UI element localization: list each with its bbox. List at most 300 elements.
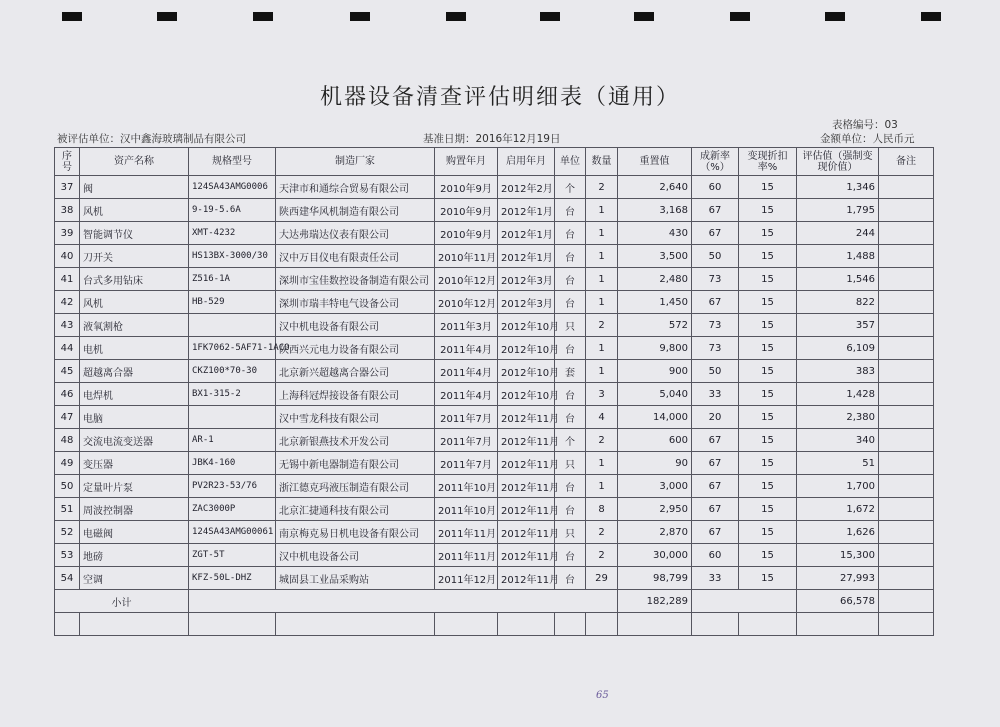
cell-model: JBK4-160 (189, 452, 276, 475)
table-row (55, 337, 934, 360)
cell-discount: 15 (739, 337, 797, 360)
cell-value: 1,795 (797, 199, 879, 222)
cell-unit: 台 (555, 406, 586, 429)
cell-replace: 3,000 (618, 475, 692, 498)
cell-maker: 城固县工业品采购站 (276, 567, 435, 590)
cell-qty: 2 (586, 544, 618, 567)
cell-empty (692, 613, 739, 636)
cell-empty (586, 613, 618, 636)
cell-empty (879, 590, 934, 613)
cell-name: 空调 (80, 567, 189, 590)
registration-mark (253, 12, 273, 21)
cell-no: 37 (55, 176, 80, 199)
cell-maker: 汉中机电设备有限公司 (276, 314, 435, 337)
cell-qty: 1 (586, 245, 618, 268)
cell-model: PV2R23-53/76 (189, 475, 276, 498)
cell-start: 2012年11月 (498, 498, 555, 521)
table-row (55, 268, 934, 291)
cell-replace: 572 (618, 314, 692, 337)
cell-qty: 2 (586, 521, 618, 544)
cell-model (189, 406, 276, 429)
cell-purchase: 2010年9月 (435, 176, 498, 199)
cell-discount: 15 (739, 383, 797, 406)
form-number: 表格编号：03 (832, 119, 898, 131)
table-row (55, 199, 934, 222)
cell-note (879, 176, 934, 199)
cell-maker: 北京新兴超越离合器公司 (276, 360, 435, 383)
cell-note (879, 498, 934, 521)
cell-note (879, 268, 934, 291)
table-row (55, 544, 934, 567)
cell-name: 变压器 (80, 452, 189, 475)
cell-model (189, 314, 276, 337)
cell-note (879, 475, 934, 498)
cell-model: ZGT-5T (189, 544, 276, 567)
cell-qty: 2 (586, 176, 618, 199)
cell-no: 42 (55, 291, 80, 314)
cell-start: 2012年1月 (498, 199, 555, 222)
cell-empty (797, 613, 879, 636)
cell-unit: 个 (555, 429, 586, 452)
cell-no: 40 (55, 245, 80, 268)
column-header: 备注 (879, 148, 934, 176)
cell-maker: 陕西兴元电力设备有限公司 (276, 337, 435, 360)
cell-no: 49 (55, 452, 80, 475)
registration-marks (0, 12, 1000, 24)
cell-qty: 1 (586, 475, 618, 498)
cell-maker: 汉中机电设备公司 (276, 544, 435, 567)
cell-note (879, 452, 934, 475)
cell-unit: 台 (555, 544, 586, 567)
cell-value: 51 (797, 452, 879, 475)
table-row (55, 222, 934, 245)
registration-mark (921, 12, 941, 21)
cell-qty: 4 (586, 406, 618, 429)
cell-value: 1,700 (797, 475, 879, 498)
cell-rate: 67 (692, 521, 739, 544)
column-header: 制造厂家 (276, 148, 435, 176)
cell-maker: 大达弗瑞达仪表有限公司 (276, 222, 435, 245)
evaluated-unit: 被评估单位：汉中鑫海玻璃制品有限公司 (57, 133, 246, 145)
cell-purchase: 2011年10月 (435, 498, 498, 521)
cell-rate: 20 (692, 406, 739, 429)
cell-name: 电磁阀 (80, 521, 189, 544)
column-header: 资产名称 (80, 148, 189, 176)
cell-value: 244 (797, 222, 879, 245)
cell-qty: 1 (586, 291, 618, 314)
cell-purchase: 2011年7月 (435, 452, 498, 475)
cell-start: 2012年10月 (498, 360, 555, 383)
cell-purchase: 2011年11月 (435, 544, 498, 567)
column-header: 成新率（%） (692, 148, 739, 176)
cell-note (879, 360, 934, 383)
column-header: 启用年月 (498, 148, 555, 176)
cell-start: 2012年11月 (498, 521, 555, 544)
cell-replace: 2,870 (618, 521, 692, 544)
cell-discount: 15 (739, 176, 797, 199)
cell-start: 2012年10月 (498, 383, 555, 406)
cell-start: 2012年11月 (498, 406, 555, 429)
registration-mark (540, 12, 560, 21)
cell-empty (80, 613, 189, 636)
cell-discount: 15 (739, 199, 797, 222)
cell-name: 阀 (80, 176, 189, 199)
cell-note (879, 429, 934, 452)
column-header: 单位 (555, 148, 586, 176)
cell-rate: 60 (692, 544, 739, 567)
cell-rate: 73 (692, 314, 739, 337)
asset-table (54, 147, 934, 636)
cell-name: 台式多用钻床 (80, 268, 189, 291)
cell-value: 6,109 (797, 337, 879, 360)
table-row (55, 452, 934, 475)
cell-start: 2012年11月 (498, 475, 555, 498)
cell-no: 39 (55, 222, 80, 245)
cell-note (879, 222, 934, 245)
cell-purchase: 2011年7月 (435, 429, 498, 452)
cell-unit: 套 (555, 360, 586, 383)
cell-model: 124SA43AMG00061 (189, 521, 276, 544)
cell-model: ZAC3000P (189, 498, 276, 521)
table-header (55, 148, 934, 176)
cell-maker: 汉中雪龙科技有限公司 (276, 406, 435, 429)
cell-discount: 15 (739, 429, 797, 452)
table-row (55, 429, 934, 452)
cell-value: 1,546 (797, 268, 879, 291)
cell-no: 46 (55, 383, 80, 406)
cell-unit: 台 (555, 291, 586, 314)
registration-mark (446, 12, 466, 21)
cell-discount: 15 (739, 452, 797, 475)
cell-no: 54 (55, 567, 80, 590)
cell-empty (555, 613, 586, 636)
cell-start: 2012年3月 (498, 291, 555, 314)
cell-unit: 台 (555, 199, 586, 222)
cell-value: 1,626 (797, 521, 879, 544)
column-header: 购置年月 (435, 148, 498, 176)
cell-purchase: 2011年10月 (435, 475, 498, 498)
cell-purchase: 2011年7月 (435, 406, 498, 429)
cell-name: 电焊机 (80, 383, 189, 406)
cell-start: 2012年1月 (498, 245, 555, 268)
table-row (55, 498, 934, 521)
cell-value: 1,346 (797, 176, 879, 199)
cell-purchase: 2011年3月 (435, 314, 498, 337)
cell-no: 53 (55, 544, 80, 567)
cell-value: 27,993 (797, 567, 879, 590)
cell-value: 383 (797, 360, 879, 383)
cell-discount: 15 (739, 475, 797, 498)
page-title: 机器设备清查评估明细表（通用） (319, 85, 680, 110)
cell-empty (692, 590, 797, 613)
cell-replace: 30,000 (618, 544, 692, 567)
cell-purchase: 2011年4月 (435, 337, 498, 360)
subtotal-label: 小计 (55, 590, 189, 613)
cell-rate: 73 (692, 337, 739, 360)
cell-maker: 天津市和通综合贸易有限公司 (276, 176, 435, 199)
empty-row (55, 613, 934, 636)
cell-unit: 只 (555, 452, 586, 475)
cell-qty: 1 (586, 360, 618, 383)
cell-replace: 2,950 (618, 498, 692, 521)
cell-maker: 南京梅克易日机电设备有限公司 (276, 521, 435, 544)
cell-no: 45 (55, 360, 80, 383)
cell-rate: 50 (692, 360, 739, 383)
cell-unit: 台 (555, 498, 586, 521)
registration-mark (62, 12, 82, 21)
cell-unit: 台 (555, 567, 586, 590)
cell-value: 2,380 (797, 406, 879, 429)
cell-unit: 台 (555, 383, 586, 406)
cell-rate: 73 (692, 268, 739, 291)
cell-start: 2012年3月 (498, 268, 555, 291)
cell-replace: 14,000 (618, 406, 692, 429)
cell-model: KFZ-50L-DHZ (189, 567, 276, 590)
cell-start: 2012年11月 (498, 567, 555, 590)
cell-discount: 15 (739, 521, 797, 544)
cell-replace: 9,800 (618, 337, 692, 360)
cell-unit: 个 (555, 176, 586, 199)
cell-rate: 50 (692, 245, 739, 268)
cell-note (879, 567, 934, 590)
cell-model: 9-19-5.6A (189, 199, 276, 222)
cell-replace: 98,799 (618, 567, 692, 590)
cell-no: 38 (55, 199, 80, 222)
cell-value: 15,300 (797, 544, 879, 567)
column-header: 规格型号 (189, 148, 276, 176)
cell-model: HS13BX-3000/30 (189, 245, 276, 268)
table-row (55, 406, 934, 429)
cell-start: 2012年10月 (498, 314, 555, 337)
cell-model: Z516-1A (189, 268, 276, 291)
cell-no: 48 (55, 429, 80, 452)
cell-discount: 15 (739, 222, 797, 245)
table-row (55, 521, 934, 544)
cell-purchase: 2011年4月 (435, 360, 498, 383)
cell-discount: 15 (739, 498, 797, 521)
cell-empty (498, 613, 555, 636)
cell-model: AR-1 (189, 429, 276, 452)
cell-no: 50 (55, 475, 80, 498)
registration-mark (825, 12, 845, 21)
cell-empty (435, 613, 498, 636)
cell-empty (189, 613, 276, 636)
cell-name: 定量叶片泵 (80, 475, 189, 498)
page-number: 65 (596, 690, 609, 701)
registration-mark (157, 12, 177, 21)
cell-discount: 15 (739, 567, 797, 590)
table-row (55, 176, 934, 199)
cell-value: 1,672 (797, 498, 879, 521)
cell-no: 43 (55, 314, 80, 337)
cell-no: 51 (55, 498, 80, 521)
cell-unit: 台 (555, 475, 586, 498)
cell-unit: 只 (555, 521, 586, 544)
cell-unit: 台 (555, 337, 586, 360)
cell-purchase: 2011年4月 (435, 383, 498, 406)
table-row (55, 245, 934, 268)
column-header: 数量 (586, 148, 618, 176)
cell-start: 2012年1月 (498, 222, 555, 245)
cell-value: 340 (797, 429, 879, 452)
cell-qty: 1 (586, 222, 618, 245)
cell-purchase: 2010年12月 (435, 291, 498, 314)
currency-unit: 金额单位：人民币元 (820, 133, 915, 145)
cell-name: 地磅 (80, 544, 189, 567)
cell-replace: 3,500 (618, 245, 692, 268)
column-header: 重置值 (618, 148, 692, 176)
registration-mark (634, 12, 654, 21)
cell-no: 41 (55, 268, 80, 291)
cell-purchase: 2011年11月 (435, 521, 498, 544)
registration-mark (730, 12, 750, 21)
cell-note (879, 383, 934, 406)
cell-value: 1,428 (797, 383, 879, 406)
cell-start: 2012年10月 (498, 337, 555, 360)
cell-empty (276, 613, 435, 636)
cell-note (879, 199, 934, 222)
cell-maker: 上海科冠焊接设备有限公司 (276, 383, 435, 406)
cell-replace: 900 (618, 360, 692, 383)
cell-start: 2012年11月 (498, 544, 555, 567)
cell-replace: 3,168 (618, 199, 692, 222)
cell-model: HB-529 (189, 291, 276, 314)
cell-qty: 1 (586, 337, 618, 360)
cell-no: 47 (55, 406, 80, 429)
cell-qty: 2 (586, 314, 618, 337)
cell-discount: 15 (739, 268, 797, 291)
cell-note (879, 521, 934, 544)
cell-discount: 15 (739, 314, 797, 337)
table-row (55, 383, 934, 406)
subtotal-value: 66,578 (797, 590, 879, 613)
cell-rate: 67 (692, 291, 739, 314)
cell-purchase: 2011年12月 (435, 567, 498, 590)
cell-start: 2012年2月 (498, 176, 555, 199)
cell-model: XMT-4232 (189, 222, 276, 245)
cell-rate: 67 (692, 498, 739, 521)
cell-qty: 8 (586, 498, 618, 521)
cell-qty: 29 (586, 567, 618, 590)
cell-rate: 67 (692, 429, 739, 452)
cell-maker: 陕西建华风机制造有限公司 (276, 199, 435, 222)
table-row (55, 567, 934, 590)
subtotal-row (55, 590, 934, 613)
cell-empty (189, 590, 618, 613)
cell-maker: 浙江德克玛液压制造有限公司 (276, 475, 435, 498)
cell-discount: 15 (739, 544, 797, 567)
column-header: 序号 (55, 148, 80, 176)
registration-mark (350, 12, 370, 21)
cell-replace: 90 (618, 452, 692, 475)
cell-maker: 北京新银燕技术开发公司 (276, 429, 435, 452)
cell-replace: 600 (618, 429, 692, 452)
cell-rate: 60 (692, 176, 739, 199)
cell-note (879, 291, 934, 314)
table-row (55, 475, 934, 498)
base-date: 基准日期：2016年12月19日 (423, 133, 561, 145)
cell-value: 1,488 (797, 245, 879, 268)
cell-note (879, 314, 934, 337)
cell-maker: 北京汇捷通科技有限公司 (276, 498, 435, 521)
cell-maker: 无锡中新电器制造有限公司 (276, 452, 435, 475)
cell-discount: 15 (739, 245, 797, 268)
cell-purchase: 2010年11月 (435, 245, 498, 268)
table-row (55, 291, 934, 314)
column-header: 评估值（强制变现价值） (797, 148, 879, 176)
cell-rate: 67 (692, 452, 739, 475)
cell-replace: 2,640 (618, 176, 692, 199)
cell-discount: 15 (739, 291, 797, 314)
cell-replace: 5,040 (618, 383, 692, 406)
cell-note (879, 245, 934, 268)
cell-name: 周波控制器 (80, 498, 189, 521)
cell-purchase: 2010年12月 (435, 268, 498, 291)
cell-empty (55, 613, 80, 636)
cell-start: 2012年11月 (498, 429, 555, 452)
cell-qty: 3 (586, 383, 618, 406)
cell-qty: 1 (586, 268, 618, 291)
cell-name: 超越离合器 (80, 360, 189, 383)
cell-unit: 台 (555, 268, 586, 291)
cell-name: 液氧割枪 (80, 314, 189, 337)
cell-start: 2012年11月 (498, 452, 555, 475)
cell-empty (739, 613, 797, 636)
cell-note (879, 544, 934, 567)
cell-empty (879, 613, 934, 636)
cell-rate: 33 (692, 383, 739, 406)
cell-replace: 2,480 (618, 268, 692, 291)
cell-model: BX1-315-2 (189, 383, 276, 406)
cell-rate: 67 (692, 199, 739, 222)
cell-model: 1FK7062-5AF71-1ACO (189, 337, 276, 360)
cell-name: 风机 (80, 291, 189, 314)
cell-maker: 深圳市宝佳数控设备制造有限公司 (276, 268, 435, 291)
cell-model: 124SA43AMG0006 (189, 176, 276, 199)
cell-value: 822 (797, 291, 879, 314)
cell-note (879, 337, 934, 360)
cell-name: 智能调节仪 (80, 222, 189, 245)
cell-value: 357 (797, 314, 879, 337)
cell-note (879, 406, 934, 429)
cell-model: CKZ100*70-30 (189, 360, 276, 383)
column-header: 变现折扣率% (739, 148, 797, 176)
cell-discount: 15 (739, 360, 797, 383)
cell-name: 刀开关 (80, 245, 189, 268)
cell-no: 44 (55, 337, 80, 360)
subtotal-replace: 182,289 (618, 590, 692, 613)
cell-maker: 深圳市瑞丰特电气设备公司 (276, 291, 435, 314)
cell-replace: 430 (618, 222, 692, 245)
cell-purchase: 2010年9月 (435, 222, 498, 245)
cell-unit: 台 (555, 222, 586, 245)
cell-replace: 1,450 (618, 291, 692, 314)
cell-rate: 33 (692, 567, 739, 590)
cell-qty: 2 (586, 429, 618, 452)
cell-unit: 台 (555, 245, 586, 268)
cell-qty: 1 (586, 452, 618, 475)
cell-rate: 67 (692, 222, 739, 245)
cell-purchase: 2010年9月 (435, 199, 498, 222)
table-row (55, 360, 934, 383)
cell-maker: 汉中万目仪电有限责任公司 (276, 245, 435, 268)
cell-qty: 1 (586, 199, 618, 222)
cell-name: 电脑 (80, 406, 189, 429)
cell-name: 交流电流变送器 (80, 429, 189, 452)
cell-discount: 15 (739, 406, 797, 429)
cell-unit: 只 (555, 314, 586, 337)
cell-empty (618, 613, 692, 636)
